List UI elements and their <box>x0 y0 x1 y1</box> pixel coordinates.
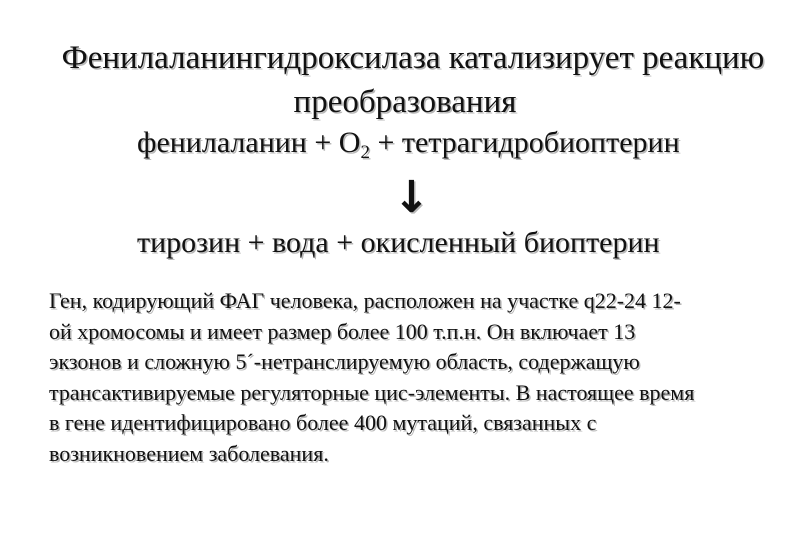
slide-title-line-2: преобразования <box>293 84 517 120</box>
reactants-part-1: фенилаланин + О <box>137 126 361 159</box>
paragraph-line: в гене идентифицировано более 400 мутаций, связанных с <box>49 410 597 435</box>
paragraph-line: возникновением заболевания. <box>49 440 329 466</box>
reaction-reactants <box>137 126 680 163</box>
oxygen-subscript: 2 <box>360 142 370 163</box>
gene-description-paragraph <box>49 286 779 469</box>
paragraph-line: ой хромосомы и имеет размер более 100 т.п.н. Он включает 13 <box>49 318 636 344</box>
slide-title-line-1: Фенилаланингидроксилаза катализирует реакцию <box>61 40 765 76</box>
paragraph-line: трансактивируемые регуляторные цис-элементы. В настоящее время <box>49 379 695 405</box>
down-arrow-icon: ↓ <box>393 172 430 223</box>
reactants-part-2: + тетрагидробиоптерин <box>369 126 680 159</box>
paragraph-line: Ген, кодирующий ФАГ человека, расположен на участке q22-24 12- <box>49 288 681 313</box>
reaction-products: тирозин + вода + окисленный биоптерин <box>137 226 660 259</box>
paragraph-line: экзонов и сложную 5´-нетранслируемую область, содержащую <box>49 349 640 374</box>
